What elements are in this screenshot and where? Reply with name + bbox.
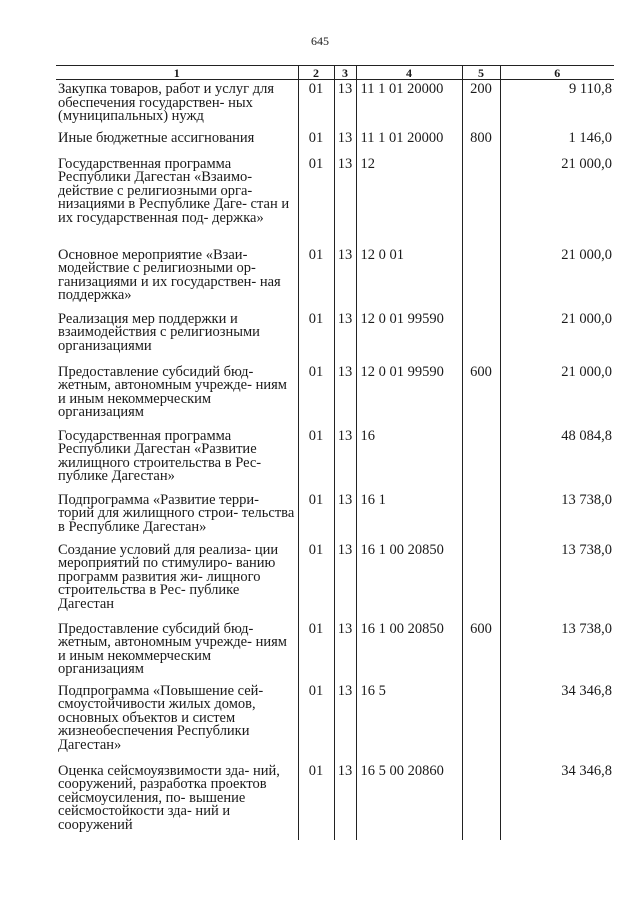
item-name: Подпрограмма «Развитие терри- торий для жилищного строи- тельства в Республике Дагестан» <box>58 491 295 535</box>
table-header-row <box>56 66 614 80</box>
amount: 48 084,8 <box>500 427 614 491</box>
amount: 21 000,0 <box>500 155 614 246</box>
item-name: Предоставление субсидий бюд- жетным, автономным учрежде- ниям и иным некоммерческим организациям <box>58 620 287 678</box>
target-article-code: 12 0 01 99590 <box>356 310 462 363</box>
table-row <box>56 682 614 762</box>
subsection-code: 13 <box>334 246 356 310</box>
expense-type-code: 600 <box>462 620 500 682</box>
expense-type-code <box>462 310 500 363</box>
target-article-code: 16 1 00 20850 <box>356 541 462 620</box>
expense-type-code: 600 <box>462 363 500 427</box>
expense-type-code <box>462 155 500 246</box>
target-article-code: 16 1 00 20850 <box>356 620 462 682</box>
amount: 13 738,0 <box>500 491 614 541</box>
subsection-code: 13 <box>334 155 356 246</box>
item-name: Закупка товаров, работ и услуг для обеспечения государствен- ных (муниципальных) нужд <box>58 81 275 125</box>
table-row <box>56 310 614 363</box>
target-article-code: 16 5 00 20860 <box>356 762 462 840</box>
table-row <box>56 620 614 682</box>
expense-type-code: 800 <box>462 129 500 155</box>
table-row <box>56 363 614 427</box>
expense-type-code: 200 <box>462 80 500 129</box>
target-article-code: 12 0 01 99590 <box>356 363 462 427</box>
budget-table <box>56 65 614 840</box>
subsection-code: 13 <box>334 129 356 155</box>
section-code: 01 <box>298 363 334 427</box>
target-article-code: 11 1 01 20000 <box>356 80 462 129</box>
section-code: 01 <box>298 427 334 491</box>
table-row <box>56 246 614 310</box>
column-header-1: 1 <box>56 66 298 80</box>
table-row <box>56 541 614 620</box>
amount: 21 000,0 <box>500 246 614 310</box>
amount: 34 346,8 <box>500 682 614 762</box>
column-header-6: 6 <box>500 66 614 80</box>
item-name: Предоставление субсидий бюд- жетным, автономным учрежде- ниям и иным некоммерческим организациям <box>58 363 287 421</box>
column-header-3: 3 <box>334 66 356 80</box>
target-article-code: 11 1 01 20000 <box>356 129 462 155</box>
subsection-code: 13 <box>334 762 356 840</box>
amount: 1 146,0 <box>500 129 614 155</box>
subsection-code: 13 <box>334 427 356 491</box>
item-name: Государственная программа Республики Дагестан «Развитие жилищного строительства в Рес- публике Дагестан» <box>58 427 262 485</box>
column-header-4: 4 <box>356 66 462 80</box>
item-name: Государственная программа Республики Дагестан «Взаимо- действие с религиозными орга- низациями в Республике Даге- стан и их государственная под- держка» <box>58 155 290 226</box>
expense-type-code <box>462 491 500 541</box>
column-header-5: 5 <box>462 66 500 80</box>
section-code: 01 <box>298 80 334 129</box>
expense-type-code <box>462 682 500 762</box>
amount: 21 000,0 <box>500 363 614 427</box>
target-article-code: 16 5 <box>356 682 462 762</box>
amount: 13 738,0 <box>500 620 614 682</box>
expense-type-code <box>462 541 500 620</box>
subsection-code: 13 <box>334 310 356 363</box>
table-row <box>56 427 614 491</box>
item-name: Оценка сейсмоуязвимости зда- ний, сооружений, разработка проектов сейсмоусиления, по- вышение сейсмостойкости зда- ний и сооружений <box>58 762 280 833</box>
amount: 34 346,8 <box>500 762 614 840</box>
section-code: 01 <box>298 620 334 682</box>
expense-type-code <box>462 762 500 840</box>
table-row <box>56 80 614 129</box>
target-article-code: 16 <box>356 427 462 491</box>
item-name: Иные бюджетные ассигнования <box>58 129 255 146</box>
section-code: 01 <box>298 129 334 155</box>
section-code: 01 <box>298 682 334 762</box>
subsection-code: 13 <box>334 80 356 129</box>
amount: 13 738,0 <box>500 541 614 620</box>
page-number: 645 <box>311 34 329 48</box>
expense-type-code <box>462 427 500 491</box>
amount: 21 000,0 <box>500 310 614 363</box>
table-row <box>56 155 614 246</box>
section-code: 01 <box>298 246 334 310</box>
table-row <box>56 491 614 541</box>
target-article-code: 12 0 01 <box>356 246 462 310</box>
target-article-code: 12 <box>356 155 462 246</box>
section-code: 01 <box>298 491 334 541</box>
subsection-code: 13 <box>334 491 356 541</box>
item-name: Реализация мер поддержки и взаимодействия с религиозными организациями <box>58 310 260 354</box>
subsection-code: 13 <box>334 363 356 427</box>
subsection-code: 13 <box>334 620 356 682</box>
item-name: Подпрограмма «Повышение сей- смоустойчивости жилых домов, основных объектов и систем жизнеобеспечения Республики Дагестан» <box>58 682 264 753</box>
subsection-code: 13 <box>334 682 356 762</box>
amount: 9 110,8 <box>500 80 614 129</box>
table-row <box>56 762 614 840</box>
subsection-code: 13 <box>334 541 356 620</box>
expense-type-code <box>462 246 500 310</box>
section-code: 01 <box>298 762 334 840</box>
item-name: Создание условий для реализа- ции мероприятий по стимулиро- ванию программ развития жи- лищного строительства в Рес- публике Дагестан <box>58 541 279 612</box>
section-code: 01 <box>298 155 334 246</box>
column-header-2: 2 <box>298 66 334 80</box>
section-code: 01 <box>298 310 334 363</box>
item-name: Основное мероприятие «Взаи- модействие с религиозными ор- ганизациями и их государствен- ная поддержка» <box>58 246 281 304</box>
section-code: 01 <box>298 541 334 620</box>
target-article-code: 16 1 <box>356 491 462 541</box>
table-row <box>56 129 614 155</box>
